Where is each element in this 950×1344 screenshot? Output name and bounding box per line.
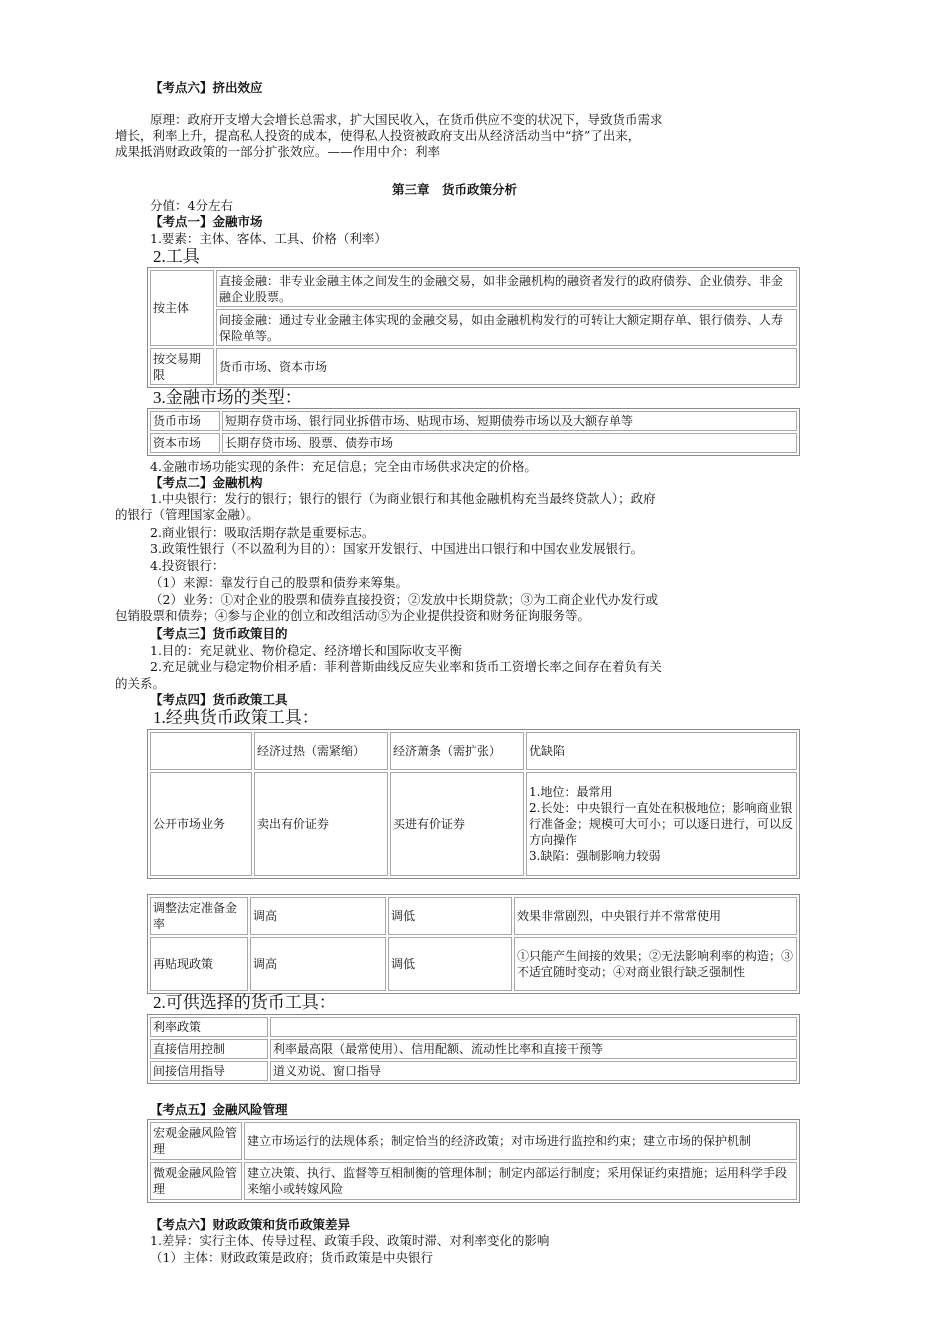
section-heading-policy-differences: 【考点六】财政政策和货币政策差异 [150, 1217, 351, 1232]
classic-tools-table-continued [147, 894, 800, 994]
paragraph-line: 3.政策性银行（不以盈利为目的）：国家开发银行、中国进出口银行和中国农业发展银行。 [150, 541, 644, 556]
section-heading-policy-tools: 【考点四】货币政策工具 [150, 692, 288, 707]
table-cell-label: 利率政策 [150, 1017, 268, 1037]
paragraph-line: 2.商业银行：吸取活期存款是重要标志。 [150, 525, 375, 540]
table-cell-label: 再贴现政策 [150, 937, 248, 991]
section-heading-institutions: 【考点二】金融机构 [150, 475, 263, 490]
table-cell: 建立决策、执行、监督等互相制衡的管理体制；制定内部运行制度；采用保证约束措施；运用科学手段来缩小或转嫁风险 [244, 1162, 797, 1200]
market-types-title: 3.金融市场的类型： [153, 388, 302, 407]
tools-table [147, 267, 800, 388]
table-cell: 调高 [250, 897, 386, 935]
table-cell: ①只能产生间接的效果；②无法影响利率的构造；③不适宜随时变动；④对商业银行缺乏强制性 [514, 937, 797, 991]
table-cell: 间接金融：通过专业金融主体实现的金融交易，如由金融机构发行的可转让大额定期存单、银行债券、人寿保险单等。 [216, 309, 797, 346]
tools-title: 2.工具 [153, 247, 200, 266]
paragraph-line: （2）业务：①对企业的股票和债券直接投资；②发放中长期贷款；③为工商企业代办发行或 [150, 592, 658, 607]
classic-tools-title: 1.经典货币政策工具： [153, 708, 319, 727]
table-cell [270, 1017, 797, 1037]
table-cell-label: 宏观金融风险管理 [150, 1122, 242, 1160]
table-cell: 货币市场、资本市场 [216, 348, 797, 385]
table-cell: 效果非常剧烈，中央银行并不常常使用 [514, 897, 797, 935]
table-cell: 利率最高限（最常使用）、信用配额、流动性比率和直接干预等 [270, 1039, 797, 1059]
paragraph-line: （1）主体：财政政策是政府；货币政策是中央银行 [150, 1250, 433, 1265]
paragraph-line: （1）来源：靠发行自己的股票和债券来筹集。 [150, 575, 408, 590]
table-cell-label: 货币市场 [150, 411, 220, 431]
table-cell-label: 按交易期限 [150, 348, 214, 385]
market-types-table [147, 408, 800, 456]
table-cell: 卖出有价证券 [254, 772, 388, 876]
paragraph-line: 1.目的：充足就业、物价稳定、经济增长和国际收支平衡 [150, 643, 462, 658]
score-note: 分值：4分左右 [150, 198, 233, 213]
table-header-cell [150, 732, 252, 770]
table-cell: 道义劝说、窗口指导 [270, 1061, 797, 1081]
market-elements: 1.要素：主体、客体、工具、价格（利率） [150, 231, 387, 246]
table-cell-label: 资本市场 [150, 433, 220, 453]
section-heading-financial-market: 【考点一】金融市场 [150, 214, 263, 229]
table-cell: 建立市场运行的法规体系；制定恰当的经济政策；对市场进行监控和约束；建立市场的保护机制 [244, 1122, 797, 1160]
paragraph-line: 1.中央银行：发行的银行；银行的银行（为商业银行和其他金融机构充当最终贷款人）；政府 [150, 491, 656, 506]
table-header-cell: 经济萧条（需扩张） [390, 732, 524, 770]
alternative-tools-title: 2.可供选择的货币工具： [153, 993, 336, 1012]
table-header-cell: 优缺陷 [526, 732, 797, 770]
paragraph-line: 4.投资银行： [150, 558, 225, 573]
paragraph-line: 原理：政府开支增大会增长总需求，扩大国民收入，在货币供应不变的状况下，导致货币需求 [150, 112, 663, 127]
market-conditions: 4.金融市场功能实现的条件：充足信息；完全由市场供求决定的价格。 [150, 459, 537, 474]
paragraph-line: 1.差异：实行主体、传导过程、政策手段、政策时滞、对利率变化的影响 [150, 1233, 550, 1248]
chapter-title: 第三章 货币政策分析 [392, 182, 518, 197]
table-cell: 调高 [250, 937, 386, 991]
classic-tools-table [147, 729, 800, 879]
table-cell-label: 调整法定准备金率 [150, 897, 248, 935]
table-cell: 短期存贷市场、银行同业拆借市场、贴现市场、短期债券市场以及大额存单等 [222, 411, 797, 431]
paragraph-line: 的关系。 [115, 676, 166, 691]
paragraph-line: 的银行（管理国家金融）。 [115, 507, 259, 522]
table-cell: 买进有价证券 [390, 772, 524, 876]
risk-management-table [147, 1119, 800, 1203]
section-heading-crowding-out: 【考点六】挤出效应 [150, 80, 263, 95]
section-heading-policy-goals: 【考点三】货币政策目的 [150, 626, 288, 641]
table-cell: 直接金融：非专业金融主体之间发生的金融交易，如非金融机构的融资者发行的政府债券、企业债券、非金融企业股票。 [216, 270, 797, 307]
paragraph-line: 增长，利率上升，提高私人投资的成本，使得私人投资被政府支出从经济活动当中“挤”了出来， [115, 128, 641, 143]
table-header-cell: 经济过热（需紧缩） [254, 732, 388, 770]
table-cell-label: 微观金融风险管理 [150, 1162, 242, 1200]
paragraph-line: 包销股票和债券；④参与企业的创立和改组活动⑤为企业提供投资和财务征询服务等。 [115, 608, 591, 623]
paragraph-line: 2.充足就业与稳定物价相矛盾：菲利普斯曲线反应失业率和货币工资增长率之间存在着负有关 [150, 659, 662, 674]
table-cell: 1.地位：最常用 2.长处：中央银行一直处在积极地位；影响商业银行准备金；规模可大可小；可以逐日进行，可以反方向操作 3.缺陷：强制影响力较弱 [526, 772, 797, 876]
table-cell-label: 按主体 [150, 270, 214, 346]
table-cell: 调低 [388, 937, 512, 991]
table-cell-label: 公开市场业务 [150, 772, 252, 876]
section-heading-risk-management: 【考点五】金融风险管理 [150, 1102, 288, 1117]
alternative-tools-table [147, 1014, 800, 1084]
paragraph-line: 成果抵消财政政策的一部分扩张效应。——作用中介：利率 [115, 144, 441, 159]
table-cell-label: 间接信用指导 [150, 1061, 268, 1081]
table-cell: 长期存贷市场、股票、债券市场 [222, 433, 797, 453]
table-cell-label: 直接信用控制 [150, 1039, 268, 1059]
table-cell: 调低 [388, 897, 512, 935]
